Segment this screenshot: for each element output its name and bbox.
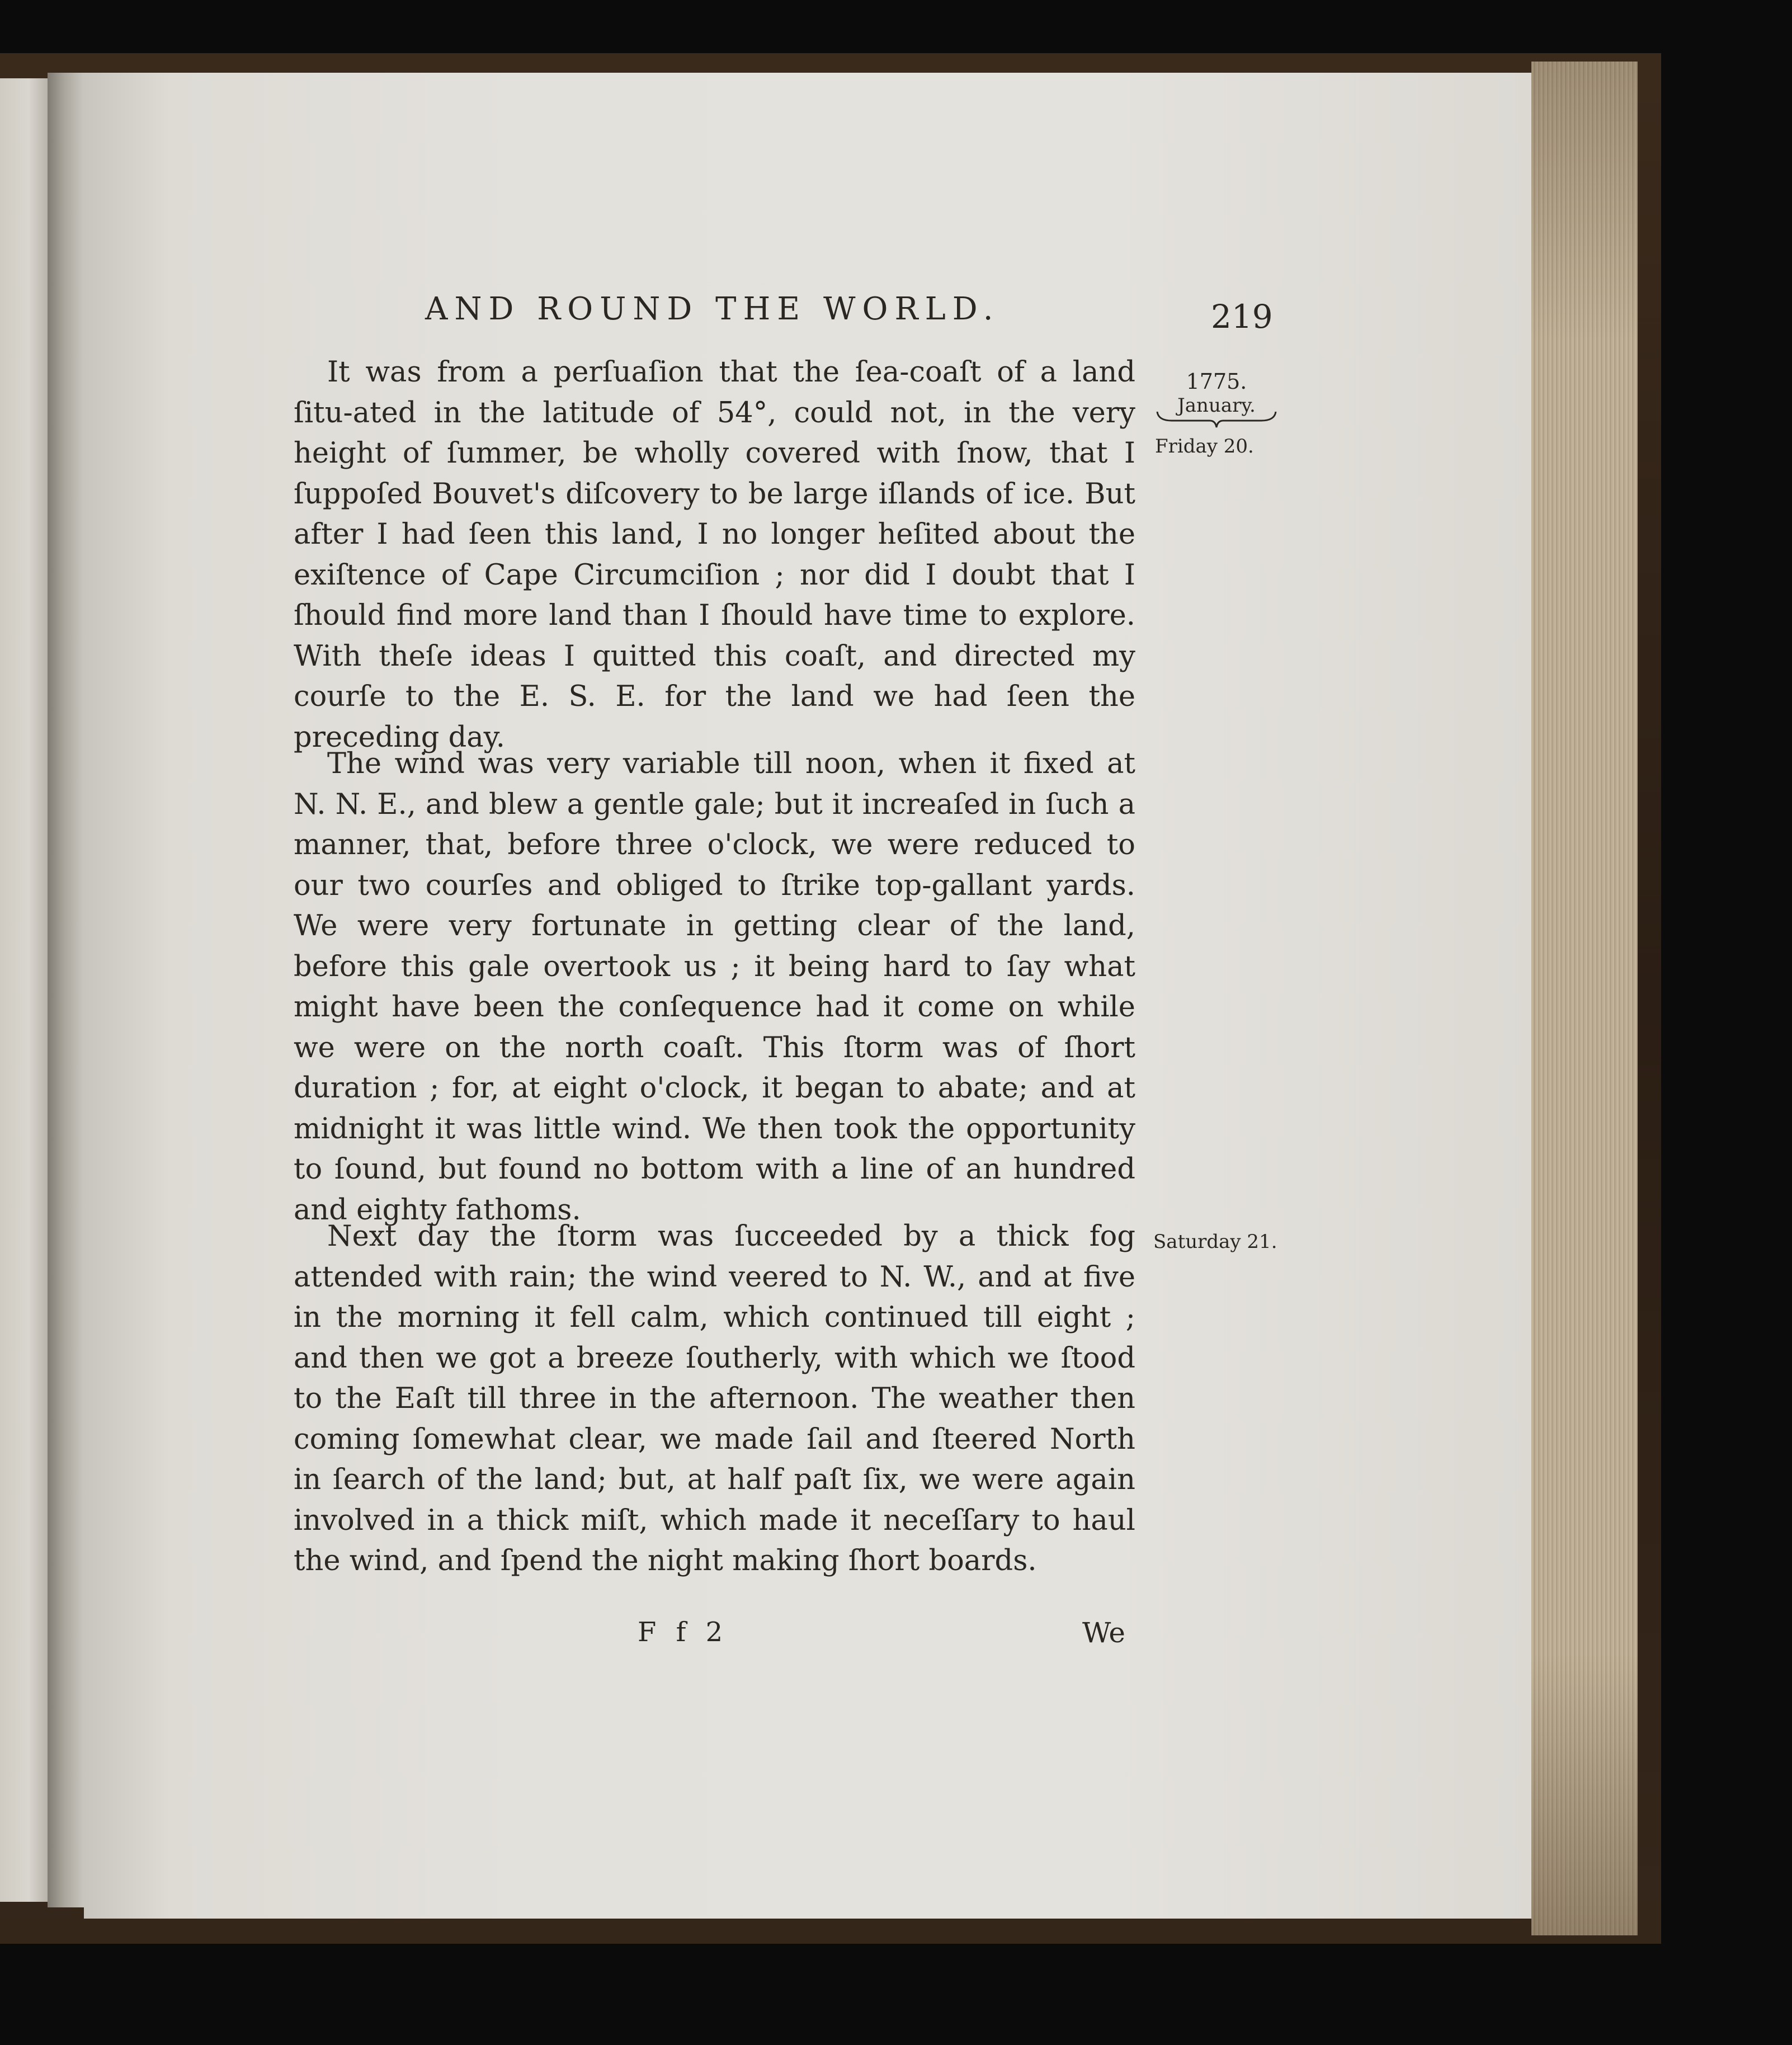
margin-note-month: January. xyxy=(1177,394,1256,417)
left-page-edge xyxy=(0,78,48,1902)
catchword: We xyxy=(1082,1617,1125,1649)
margin-note-friday: Friday 20. xyxy=(1155,435,1254,458)
margin-note-year: 1775. xyxy=(1186,369,1247,394)
paragraph-3: Next day the ſtorm was ſucceeded by a thick fog attended with rain; the wind veered to N. W., and at five in the morning it fell calm, which continued till eight ; and then we got a breeze ſoutherly, with which we ſtood to the Eaſt till three in the afternoon. The weather then coming ſomewhat clear, we made ſail and ſteered North in ſearch of the land; but, at half paſt ſix, we were again involved in a thick miſt, which made it neceſſary to haul the wind, and ſpend the night making ſhort boards. xyxy=(294,1220,1135,1577)
book-gutter xyxy=(48,73,84,1907)
paragraph-2: The wind was very variable till noon, when it fixed at N. N. E., and blew a gentle gale; but it increaſed in ſuch a manner, that, before three o'clock, we were reduced to our two courſes and obliged to ſtrike top-gallant yards. We were very fortunate in getting clear of the land, before this gale overtook us ; it being hard to ſay what might have been the conſequence had it come on while we were on the north coaſt. This ſtorm was of ſhort duration ; for, at eight o'clock, it began to abate; and at midnight it was little wind. We then took the opportunity to ſound, but found no bottom with a line of an hundred and eighty fathoms. xyxy=(294,747,1135,1227)
signature-mark: F f 2 xyxy=(638,1617,729,1648)
paragraph-1: It was from a perſuaſion that the ſea-coaſt of a land ſitu-ated in the latitude of 54°, could not, in the very height of ſummer, be wholly covered with ſnow, that I ſuppoſed Bouvet's diſcovery to be large iſlands of ice. But after I had ſeen this land, I no longer heſited about the exiſtence of Cape Circumciſion ; nor did I doubt that I ſhould find more land than I ſhould have time to explore. With theſe ideas I quitted this coaſt, and directed my courſe to the E. S. E. for the land we had ſeen the preceding day. xyxy=(294,356,1135,754)
page-number: 219 xyxy=(1211,298,1273,336)
running-head: AND ROUND THE WORLD. xyxy=(425,291,1000,327)
margin-note-saturday: Saturday 21. xyxy=(1153,1231,1277,1253)
fore-edge-shadow xyxy=(1531,62,1638,1935)
margin-brace-icon xyxy=(1155,408,1278,431)
